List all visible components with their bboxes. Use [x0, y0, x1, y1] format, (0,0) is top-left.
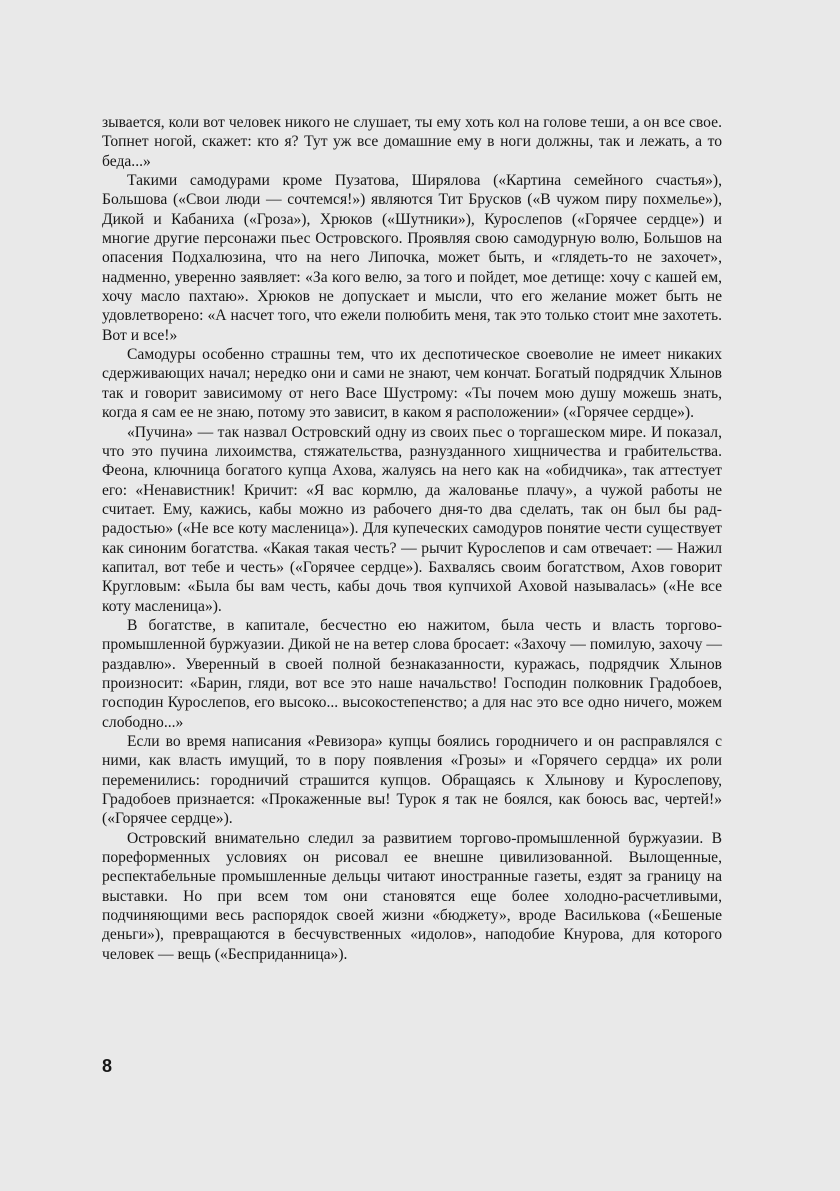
paragraph-continued: зывается, коли вот человек никого не слушает, ты ему хоть кол на голове теши, а он все свое. Топнет ногой, скажет: кто я? Тут уж все домашние ему в ноги должны, так и лежать, а то беда...» [102, 114, 722, 170]
page-number: 8 [102, 1056, 113, 1076]
body-text [102, 113, 722, 964]
paragraph: Островский внимательно следил за развитием торгово-промышленной буржуазии. В пореформенных условиях он рисовал ее внешне цивилизованной. Вылощенные, респектабельные промышленные дельцы читают иностранные газеты, ездят за границу на выставки. Но при всем том они становятся еще более холодно-расчетливыми, подчиняющими весь распорядок своей жизни «бюджету», вроде Василькова («Бешеные деньги»), превращаются в бесчувственных «идолов», наподобие Кнурова, для которого человек — вещь («Бесприданница»). [102, 829, 722, 963]
paragraph: «Пучина» — так назвал Островский одну из своих пьес о торгашеском мире. И показал, что это пучина лихоимства, стяжательства, разнузданного хищничества и грабительства. Феона, ключница богатого купца Ахова, жалуясь на него как на «обидчика», так аттестует его: «Ненавистник! Кричит: «Я вас кормлю, да жалованье плачу», а чужой работы не считает. Ему, кажись, кабы можно из рабочего дня-то два сделать, так он был бы рад-радостью» («Не все коту масленица»). Для купеческих самодуров понятие чести существует как синоним богатства. «Какая такая честь? — рычит Курослепов и сам отвечает: — Нажил капитал, вот тебе и честь» («Горячее сердце»). Бахвалясь своим богатством, Ахов говорит Кругловым: «Была бы вам честь, кабы дочь твоя купчихой Аховой называлась» («Не все коту масленица»). [102, 423, 722, 615]
paragraph: Самодуры особенно страшны тем, что их деспотическое своеволие не имеет никаких сдерживающих начал; нередко они и сами не знают, чем кончат. Богатый подрядчик Хлынов так и говорит зависимому от него Васе Шустрому: «Ты почем мою душу можешь знать, когда я сам ее не знаю, потому это зависит, в каком я расположении» («Горячее сердце»). [102, 346, 722, 422]
paragraph: Если во время написания «Ревизора» купцы боялись городничего и он расправлялся с ними, как власть имущий, то в пору появления «Грозы» и «Горячего сердца» их роли переменились: городничий страшится купцов. Обращаясь к Хлынову и Курослепову, Градобоев признается: «Прокаженные вы! Турок я так не боялся, как боюсь вас, чертей!» («Горячее сердце»). [102, 733, 722, 828]
paragraph: В богатстве, в капитале, бесчестно ею нажитом, была честь и власть торгово-промышленной буржуазии. Дикой не на ветер слова бросает: «Захочу — помилую, захочу — раздавлю». Уверенный в своей полной безнаказанности, куражась, подрядчик Хлынов произносит: «Барин, гляди, вот все это наше начальство! Господин полковник Градобоев, господин Курослепов, его высоко... высокостепенство; а для нас это все одно ничего, можем слободно...» [102, 616, 722, 731]
paragraph: Такими самодурами кроме Пузатова, Ширялова («Картина семейного счастья»), Большова («Свои люди — сочтемся!») являются Тит Брусков («В чужом пиру похмелье»), Дикой и Кабаниха («Гроза»), Хрюков («Шутники»), Курослепов («Горячее сердце») и многие другие персонажи пьес Островского. Проявляя свою самодурную волю, Большов на опасения Подхалюзина, что на него Липочка, может быть, и «глядеть-то не захочет», надменно, уверенно заявляет: «За кого велю, за того и пойдет, мое детище: хочу с кашей ем, хочу масло пахтаю». Хрюков не допускает и мысли, что его желание может быть не удовлетворено: «А насчет того, что ежели полюбить меня, так это только стоит мне захотеть. Вот и все!» [102, 172, 722, 344]
